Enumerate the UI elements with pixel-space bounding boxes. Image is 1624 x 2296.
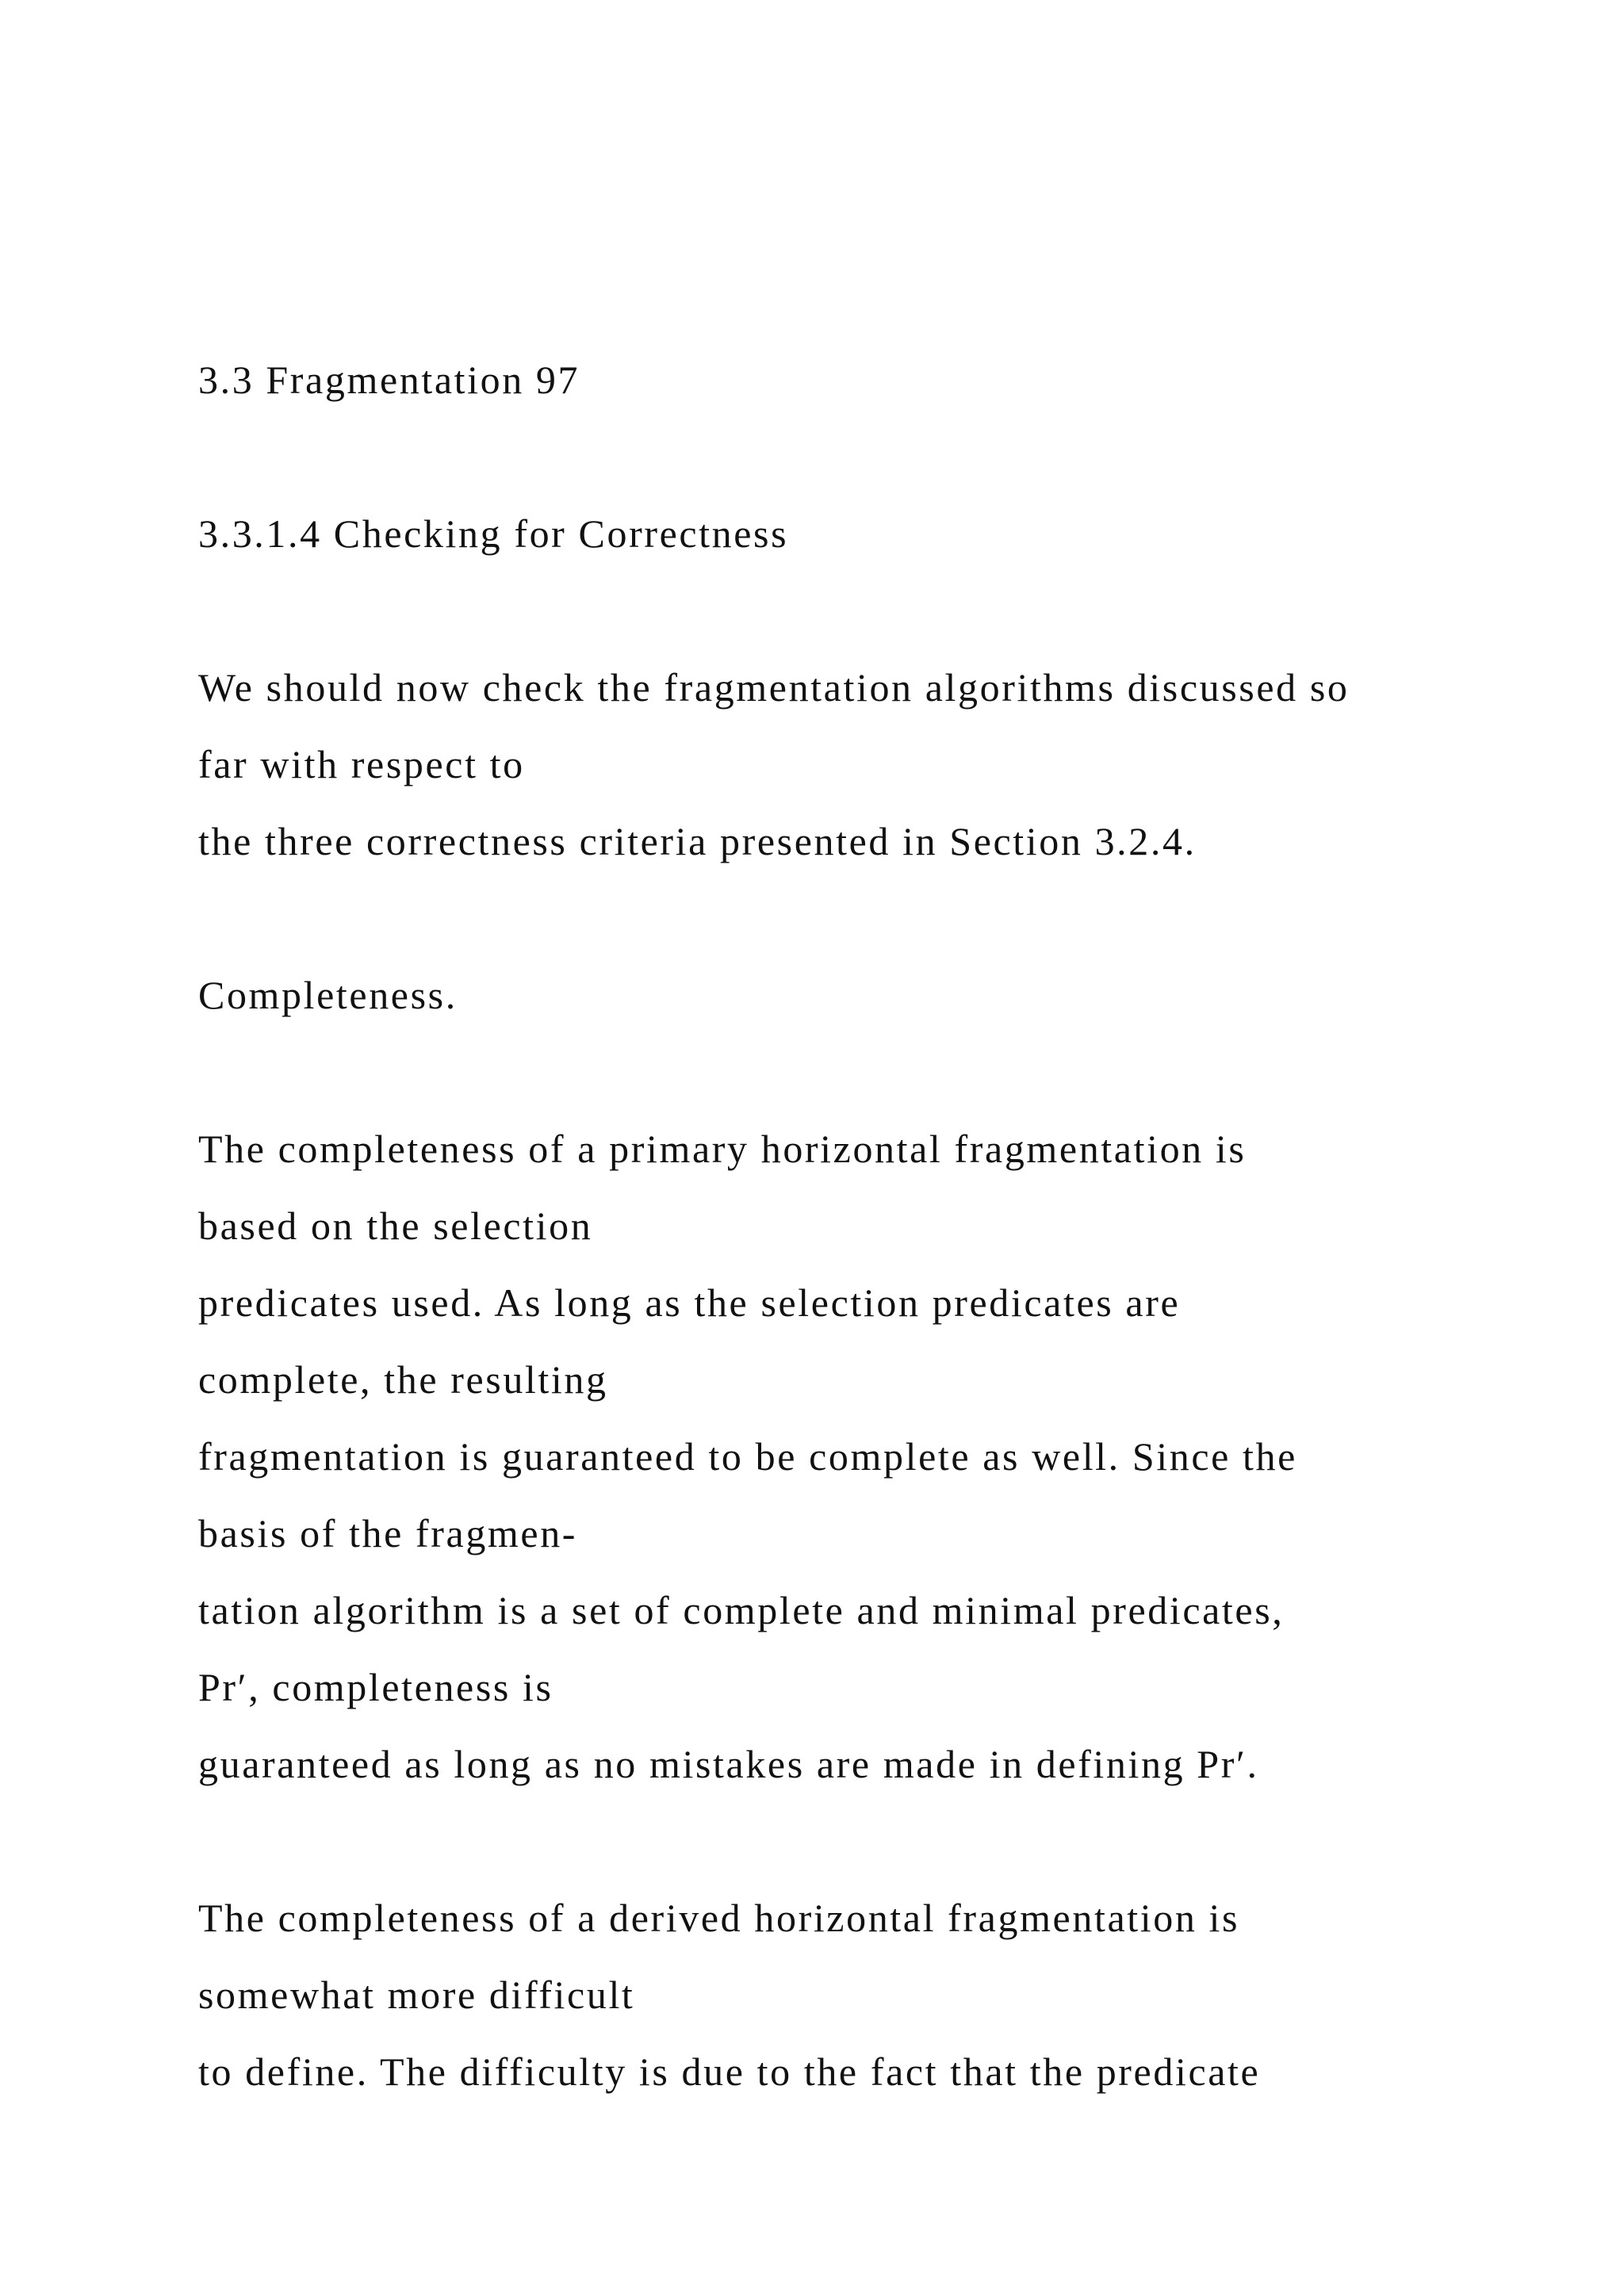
paragraph-primary-line-6: basis of the fragmen-: [198, 1511, 578, 1556]
paragraph-derived-line-2: somewhat more difficult: [198, 1973, 635, 2017]
running-head: 3.3 Fragmentation 97: [198, 358, 580, 402]
paragraph-intro-line-2: far with respect to: [198, 742, 525, 786]
paragraph-primary-line-8: Pr′, completeness is: [198, 1665, 553, 1709]
paragraph-intro-line-3: the three correctness criteria presented in Section 3.2.4.: [198, 819, 1197, 863]
subheading-completeness: Completeness.: [198, 973, 458, 1017]
paragraph-derived-line-3: to define. The difficulty is due to the fact that the predicate: [198, 2049, 1261, 2094]
paragraph-derived-line-1: The completeness of a derived horizontal fragmentation is: [198, 1896, 1240, 1940]
paragraph-primary-line-2: based on the selection: [198, 1203, 593, 1248]
section-heading: 3.3.1.4 Checking for Correctness: [198, 511, 789, 556]
paragraph-primary-line-3: predicates used. As long as the selection predicates are: [198, 1280, 1181, 1325]
paragraph-primary-line-4: complete, the resulting: [198, 1357, 608, 1402]
paragraph-primary-line-1: The completeness of a primary horizontal fragmentation is: [198, 1127, 1247, 1171]
paragraph-primary-line-9: guaranteed as long as no mistakes are made in defining Pr′.: [198, 1742, 1259, 1786]
paragraph-primary-line-5: fragmentation is guaranteed to be complete as well. Since the: [198, 1434, 1297, 1479]
paragraph-primary-line-7: tation algorithm is a set of complete and minimal predicates,: [198, 1588, 1285, 1632]
paragraph-intro-line-1: We should now check the fragmentation algorithms discussed so: [198, 665, 1350, 710]
